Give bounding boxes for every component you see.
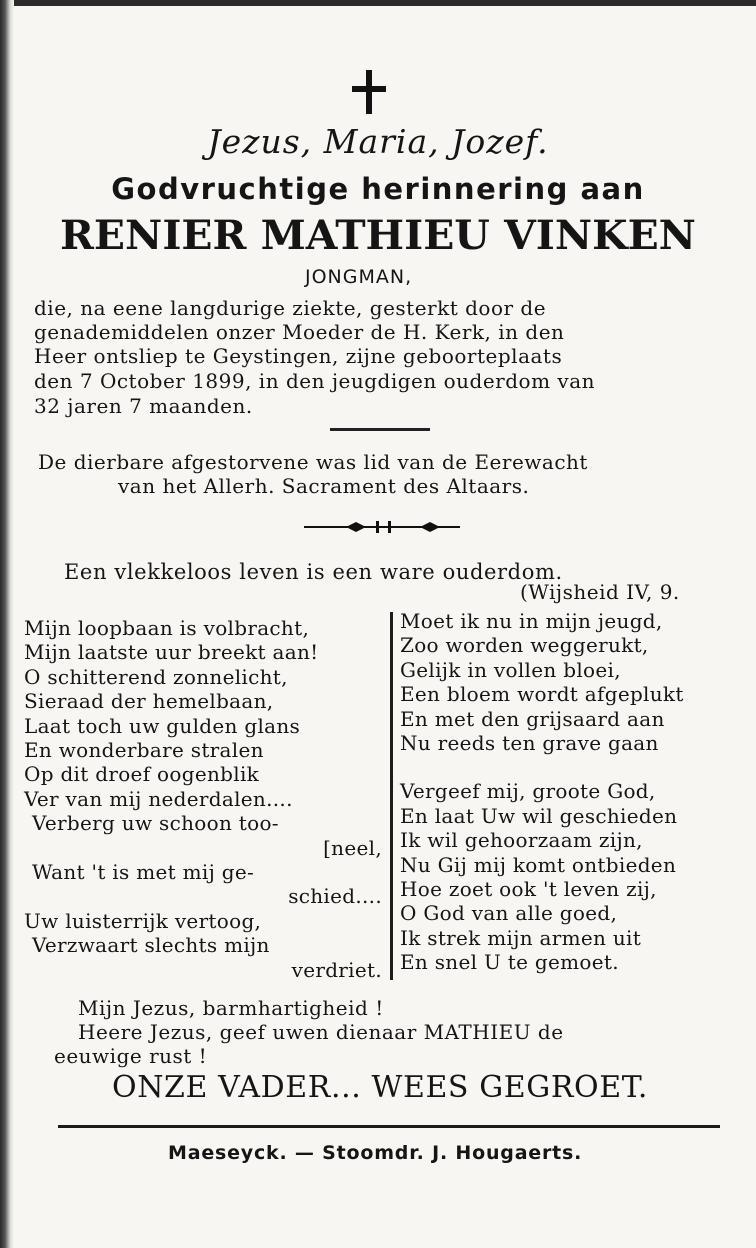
poem-left-column (24, 616, 382, 982)
poem-line: Ik wil gehoorzaam zijn, (400, 828, 643, 853)
poem-divider (390, 612, 393, 980)
biography-line: Heer ontsliep te Geystingen, zijne geboorteplaats (34, 344, 563, 368)
poem-right-column (400, 609, 730, 975)
membership-line: De dierbare afgestorvene was lid van de Eerewacht (38, 450, 588, 474)
poem-line: schied.... (288, 884, 382, 909)
poem-line: Verberg uw schoon too- (32, 811, 279, 836)
poem-line: verdriet. (291, 957, 382, 982)
poem-line: En met den grijsaard aan (400, 706, 665, 731)
poem-line: Mijn loopbaan is volbracht, (24, 616, 310, 640)
membership-line: van het Allerh. Sacrament des Altaars. (118, 474, 530, 498)
poem-line: Moet ik nu in mijn jeugd, (400, 609, 663, 633)
prayer-line: eeuwige rust ! (54, 1044, 208, 1068)
section-rule (330, 428, 430, 431)
deceased-status: JONGMAN, (305, 266, 413, 288)
poem-line: Ik strek mijn armen uit (400, 925, 642, 950)
poem-line: Vergeef mij, groote God, (400, 779, 656, 804)
poem-line: O schitterend zonnelicht, (24, 664, 288, 689)
poem-line: Laat toch uw gulden glans (24, 713, 301, 738)
poem-stanza-gap (400, 755, 730, 779)
biography-line: genademiddelen onzer Moeder de H. Kerk, in den (34, 320, 565, 344)
poem-line: Op dit droef oogenblik (24, 762, 260, 787)
scripture-quote: Een vlekkeloos leven is een ware ouderdom. (64, 560, 563, 584)
poem-line: Zoo worden weggerukt, (400, 633, 649, 658)
invocation: Jezus, Maria, Jozef. (207, 122, 549, 161)
poem-line: Nu reeds ten grave gaan (400, 731, 659, 756)
poem-line: En wonderbare stralen (24, 738, 264, 763)
poem-line: O God van alle goed, (400, 901, 618, 926)
top-border (0, 0, 756, 6)
poem-line: Uw luisterrijk vertoog, (24, 908, 262, 933)
poem-line: En laat Uw wil geschieden (400, 803, 678, 828)
biography-line: 32 jaren 7 maanden. (34, 394, 253, 418)
poem-line: Mijn laatste uur breekt aan! (24, 640, 319, 665)
poem-line: [neel, (323, 835, 382, 860)
poem-line: Nu Gij mij komt ontbieden (400, 852, 677, 877)
poem-line: En snel U te gemoet. (400, 950, 619, 975)
poem-line: Hoe zoet ook 't leven zij, (400, 877, 657, 902)
deceased-name: RENIER MATHIEU VINKEN (60, 212, 696, 259)
footer-rule (58, 1125, 720, 1128)
prayer-line: Heere Jezus, geef uwen dienaar MATHIEU de (78, 1020, 564, 1044)
poem-line: Want 't is met mij ge- (32, 860, 255, 885)
cross-icon (346, 70, 392, 116)
poem-line: Sieraad der hemelbaan, (24, 689, 274, 714)
poem-line: Ver van mij nederdalen.... (24, 786, 293, 811)
printer-credit: Maeseyck. — Stoomdr. J. Hougaerts. (168, 1142, 583, 1164)
closing-prayer: ONZE VADER... WEES GEGROET. (112, 1070, 649, 1105)
poem-line: Een bloem wordt afgeplukt (400, 682, 684, 707)
poem-line: Gelijk in vollen bloei, (400, 657, 621, 682)
card-subtitle: Godvruchtige herinnering aan (111, 172, 645, 206)
prayer-line: Mijn Jezus, barmhartigheid ! (78, 996, 384, 1020)
biography-line: den 7 October 1899, in den jeugdigen ouderdom van (34, 369, 596, 393)
ornament-divider-icon (302, 518, 462, 536)
poem-line: Verzwaart slechts mijn (32, 933, 270, 958)
biography-line: die, na eene langdurige ziekte, gesterkt door de (34, 296, 547, 320)
scripture-source: (Wijsheid IV, 9. (520, 580, 680, 604)
